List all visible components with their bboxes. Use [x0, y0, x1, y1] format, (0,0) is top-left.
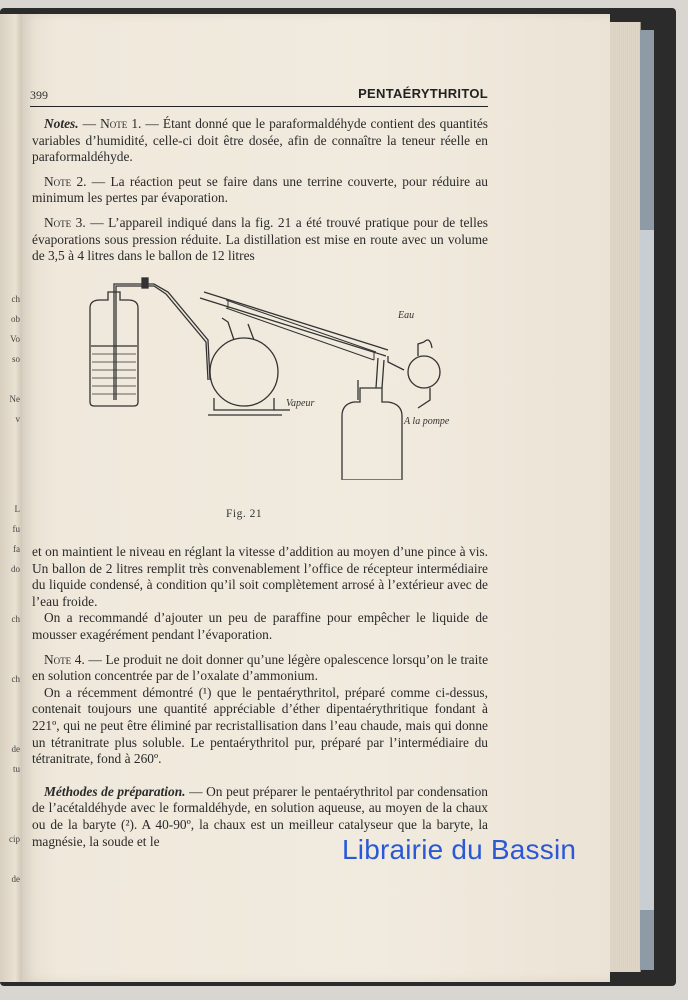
page-header: [30, 84, 488, 107]
facing-page-fragment: ob: [11, 314, 20, 324]
note1-text: Étant donné que le paraformaldéhyde contient des quantités variables d’humidité, celle-ci doit être dosée, afin de connaître la teneur réelle en paraformaldéhyde.: [32, 116, 488, 165]
facing-page-fragment: fa: [13, 544, 20, 554]
notes-block: Notes. — Note 1. — Étant donné que le paraformaldéhyde contient des quantités variables d’humidité, celle-ci doit être dosée, afin de connaître la teneur réelle en paraformaldéhyde. Note 2. — La réaction peut se faire dans une terrine couverte, pour réduire au minimum les pertes par évaporation. Note 3. — L’appareil indiqué dans la fig. 21 a été trouvé pratique pour de telles évaporations sous pression réduite. La distillation est mise en route avec un volume de 3,5 à 4 litres dans le ballon de 12 litres: [32, 116, 488, 264]
facing-page-fragment: Vo: [10, 334, 20, 344]
facing-page-edge: [0, 14, 22, 982]
note2-label: Note 2.: [44, 173, 87, 189]
lower-receiver-bottle: [342, 388, 402, 480]
facing-page-fragment: tu: [12, 764, 20, 774]
facing-page-fragment: Ne: [9, 394, 20, 404]
note4-label: Note 4.: [44, 651, 85, 667]
notes-heading: Notes.: [44, 116, 79, 131]
note3-label: Note 3.: [44, 214, 86, 230]
facing-page-fragment: ch: [11, 674, 20, 684]
pinch-clamp: [142, 278, 148, 288]
steam-bath: [214, 398, 274, 410]
methods-text: On peut préparer le pentaérythritol par condensation de l’acétaldéhyde avec le formaldéhyde, en solution aqueuse, au moyen de la chaux ou de la baryte (²). A 40-90º, la chaux est un meilleur catalyseur que la baryte, la magnésie, la soude et le: [32, 783, 488, 849]
note4-text: Le produit ne doit donner qu’une légère opalescence lorsqu’on le traite en solution concentrée par de l’oxalate d’ammonium.: [32, 651, 489, 684]
facing-page-fragment: v: [15, 414, 20, 424]
facing-page-fragment: cip: [9, 834, 20, 844]
recent-demonstration-paragraph: On a récemment démontré (¹) que le pentaérythritol, préparé comme ci-dessus, contenait toujours une quantité appréciable d’éther dipentaérythritique fondant à 221º, qui ne peut être éliminé par recristallisation dans l’eau chaude, mais qui donne un tétranitrate plus soluble. Le pentaérythritol pur, préparé par l’intermédiaire du tétranitrate, fond à 260º.: [32, 684, 488, 767]
continuation-paragraph: et on maintient le niveau en réglant la vitesse d’addition au moyen d’une pince à vis. Un ballon de 2 litres remplit très convenablement l’office de récepteur intermédiaire du liquide condensé, à condition qu’il soit complètement arrosé à l’extérieur avec de l’eau froide.: [32, 544, 488, 609]
bookmark-tab-light: [640, 230, 654, 910]
label-water: Eau: [398, 310, 415, 321]
facing-page-fragment: ch: [11, 294, 20, 304]
running-title: PENTAÉRYTHRITOL: [358, 86, 488, 101]
note3-text: L’appareil indiqué dans la fig. 21 a été trouvé pratique pour de telles évaporations sous pression réduite. La distillation est mise en route avec un volume de 3,5 à 4 litres dans le ballon de 12 litres: [32, 214, 488, 264]
facing-page-fragment: so: [11, 354, 20, 364]
note1-label: Note 1.: [100, 116, 142, 131]
round-bottom-flask: [210, 338, 278, 406]
note2-text: La réaction peut se faire dans une terrine couverte, pour réduire au minimum les pertes par évaporation.: [32, 173, 488, 206]
seller-watermark: Librairie du Bassin: [342, 834, 577, 865]
facing-page-fragment: de: [11, 874, 20, 884]
facing-page-fragment: de: [11, 744, 20, 754]
facing-page-fragment: do: [11, 564, 20, 574]
page-number: 399: [30, 88, 48, 102]
continuation-block: et on maintient le niveau en réglant la vitesse d’addition au moyen d’une pince à vis. Un ballon de 2 litres remplit très convenablement l’office de récepteur intermédiaire du liquide condensé, à condition qu’il soit complètement arrosé à l’extérieur avec de l’eau froide. On a recommandé d’ajouter un peu de paraffine pour empêcher le liquide de mousser exagérément pendant l’évaporation. Note 4. — Le produit ne doit donner qu’une légère opalescence lorsqu’on le traite en solution concentrée par de l’oxalate d’ammonium. On a récemment démontré (¹) que le pentaérythritol, préparé comme ci-dessus, contenait toujours une quantité appréciable d’éther dipentaérythritique fondant à 221º, qui ne peut être éliminé par recristallisation dans l’eau chaude, mais qui donne un tétranitrate plus soluble. Le pentaérythritol pur, préparé par l’intermédiaire du tétranitrate, fond à 260º. Méthodes de préparation. — On peut préparer le pentaérythritol par condensation de l’acétaldéhyde avec le formaldéhyde, en solution aqueuse, au moyen de la chaux ou de la baryte (²). A 40-90º, la chaux est un meilleur catalyseur que la baryte, la magnésie, la soude et le: [32, 544, 489, 849]
label-to-pump: A la pompe: [404, 416, 450, 427]
facing-page-fragment: ch: [11, 614, 20, 624]
label-steam: Vapeur: [286, 398, 315, 409]
siphon-arc: [114, 284, 210, 380]
distillation-apparatus-figure: [58, 270, 458, 480]
page-edges: [610, 22, 641, 972]
receiver-flask: [408, 356, 440, 388]
methods-heading: Méthodes de préparation.: [44, 783, 186, 799]
facing-page-fragment: fu: [12, 524, 20, 534]
facing-page-fragment: L: [14, 504, 20, 514]
figure-caption: Fig. 21: [226, 508, 263, 520]
paraffin-paragraph: On a recommandé d’ajouter un peu de paraffine pour empêcher le liquide de mousser exagérément pendant l’évaporation.: [32, 610, 488, 642]
